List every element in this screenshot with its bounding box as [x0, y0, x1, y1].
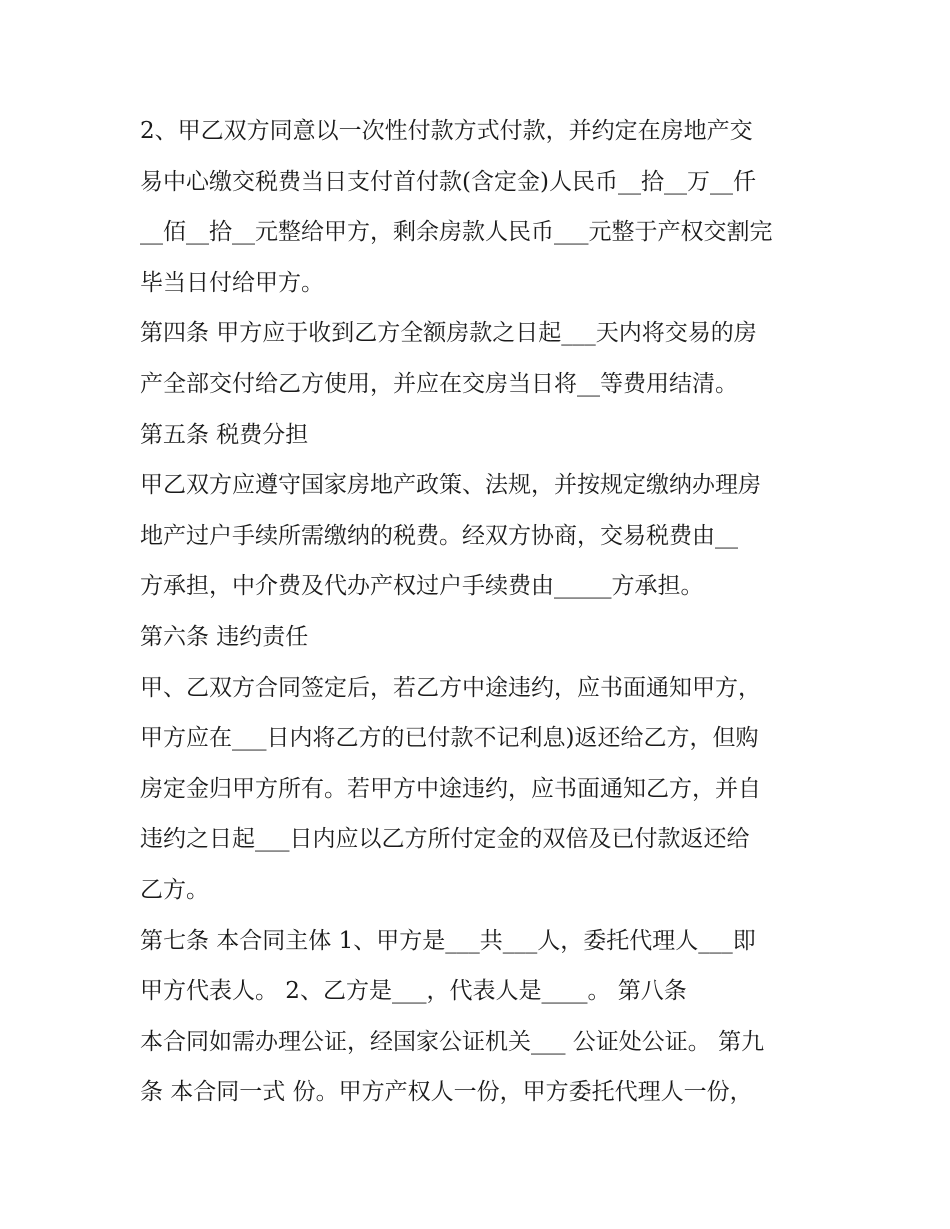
- text-line: 地产过户手续所需缴纳的税费。经双方协商，交易税费由__: [140, 522, 738, 549]
- text-line: 违约之日起___日内应以乙方所付定金的双倍及已付款返还给: [140, 826, 750, 853]
- text-line: 甲方应在___日内将乙方的已付款不记利息)返还给乙方，但购: [140, 725, 759, 752]
- text-line: 甲、乙双方合同签定后，若乙方中途违约，应书面通知甲方，: [140, 674, 761, 701]
- article-5-heading: 第五条 税费分担: [140, 421, 309, 448]
- text-line: 产全部交付给乙方使用，并应在交房当日将__等费用结清。: [140, 370, 738, 397]
- article-6-heading: 第六条 违约责任: [140, 623, 309, 650]
- text-line: 2、甲乙双方同意以一次性付款方式付款，并约定在房地产交: [140, 118, 753, 144]
- text-line: __佰__拾__元整给甲方，剩余房款人民币___元整于产权交割完: [140, 219, 773, 246]
- article-7-text: 第七条 本合同主体 1、甲方是___共___人，委托代理人___即: [140, 927, 756, 954]
- article-4-text: 第四条 甲方应于收到乙方全额房款之日起___天内将交易的房: [140, 320, 757, 347]
- text-line: 甲方代表人。 2、乙方是___，代表人是____。 第八条: [140, 978, 687, 1005]
- text-line: 本合同如需办理公证，经国家公证机关___ 公证处公证。 第九: [140, 1028, 765, 1055]
- text-line: 房定金归甲方所有。若甲方中途违约，应书面通知乙方，并自: [140, 775, 761, 802]
- text-line: 甲乙双方应遵守国家房地产政策、法规，并按规定缴纳办理房: [140, 472, 761, 499]
- text-line: 乙方。: [140, 876, 209, 903]
- text-line: 方承担，中介费及代办产权过户手续费由_____方承担。: [140, 573, 704, 600]
- contract-text: [140, 106, 820, 1118]
- text-line: 毕当日付给甲方。: [140, 269, 324, 296]
- text-line: 易中心缴交税费当日支付首付款(含定金)人民币__拾__万__仟: [140, 168, 756, 195]
- text-line: 条 本合同一式 份。甲方产权人一份，甲方委托代理人一份，: [140, 1079, 753, 1106]
